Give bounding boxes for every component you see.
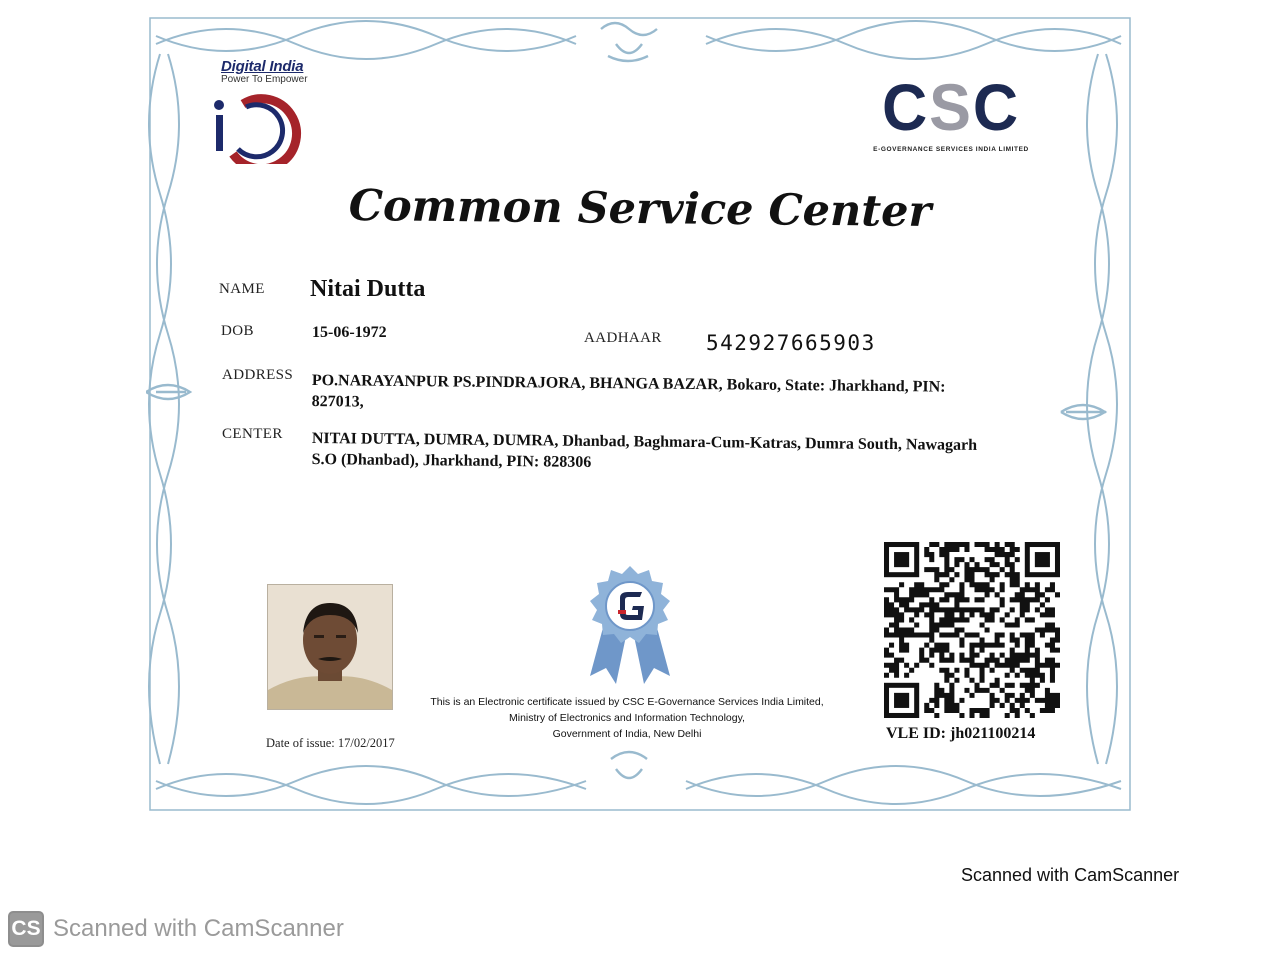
aadhaar-label: AADHAAR: [584, 330, 662, 346]
digital-india-title: Digital India: [221, 58, 304, 75]
person-photo-icon: [268, 585, 392, 709]
center-value: [312, 428, 978, 477]
holder-photo: [267, 584, 393, 710]
vle-id: VLE ID: jh021100214: [886, 725, 1036, 742]
address-line-1: PO.NARAYANPUR PS.PINDRAJORA, BHANGA BAZAR, Bokaro, State: Jharkhand, PIN:: [311, 371, 946, 396]
center-line-1: NITAI DUTTA, DUMRA, DUMRA, Dhanbad, Baghmara-Cum-Katras, Dumra South, Nawagarh: [311, 429, 978, 454]
footer-line-3: Government of India, New Delhi: [552, 728, 702, 740]
center-label: CENTER: [222, 426, 283, 442]
certificate-footer: [396, 694, 858, 742]
address-line-2: 827013,: [311, 392, 364, 411]
camscanner-watermark-text: Scanned with CamScanner: [53, 915, 344, 942]
camscanner-caption: Scanned with CamScanner: [961, 865, 1180, 885]
footer-line-2: Ministry of Electronics and Information Technology,: [509, 712, 745, 724]
digital-india-tagline: Power To Empower: [221, 74, 308, 85]
certificate-title: Common Service Center: [348, 180, 932, 238]
dob-label: DOB: [221, 323, 254, 339]
address-label: ADDRESS: [222, 367, 294, 383]
csc-logo: [846, 70, 1056, 164]
csc-subtitle: E-GOVERNANCE SERVICES INDIA LIMITED: [873, 146, 1029, 153]
csc-letters: CSC: [881, 70, 1021, 144]
name-value: Nitai Dutta: [310, 276, 426, 302]
center-line-2: S.O (Dhanbad), Jharkhand, PIN: 828306: [311, 450, 592, 471]
issue-date: Date of issue: 17/02/2017: [266, 736, 395, 750]
certificate: [146, 14, 1134, 814]
address-value: [312, 370, 946, 419]
name-label: NAME: [219, 281, 265, 297]
qr-code-icon: [884, 542, 1060, 718]
dob-value: 15-06-1972: [312, 324, 387, 341]
aadhaar-value: 542927665903: [706, 331, 876, 355]
camscanner-watermark: [8, 909, 344, 949]
camscanner-logo-icon: CS: [8, 911, 44, 947]
award-ribbon-icon: [582, 564, 678, 689]
footer-line-1: This is an Electronic certificate issued by CSC E-Governance Services India Limited,: [430, 696, 824, 708]
